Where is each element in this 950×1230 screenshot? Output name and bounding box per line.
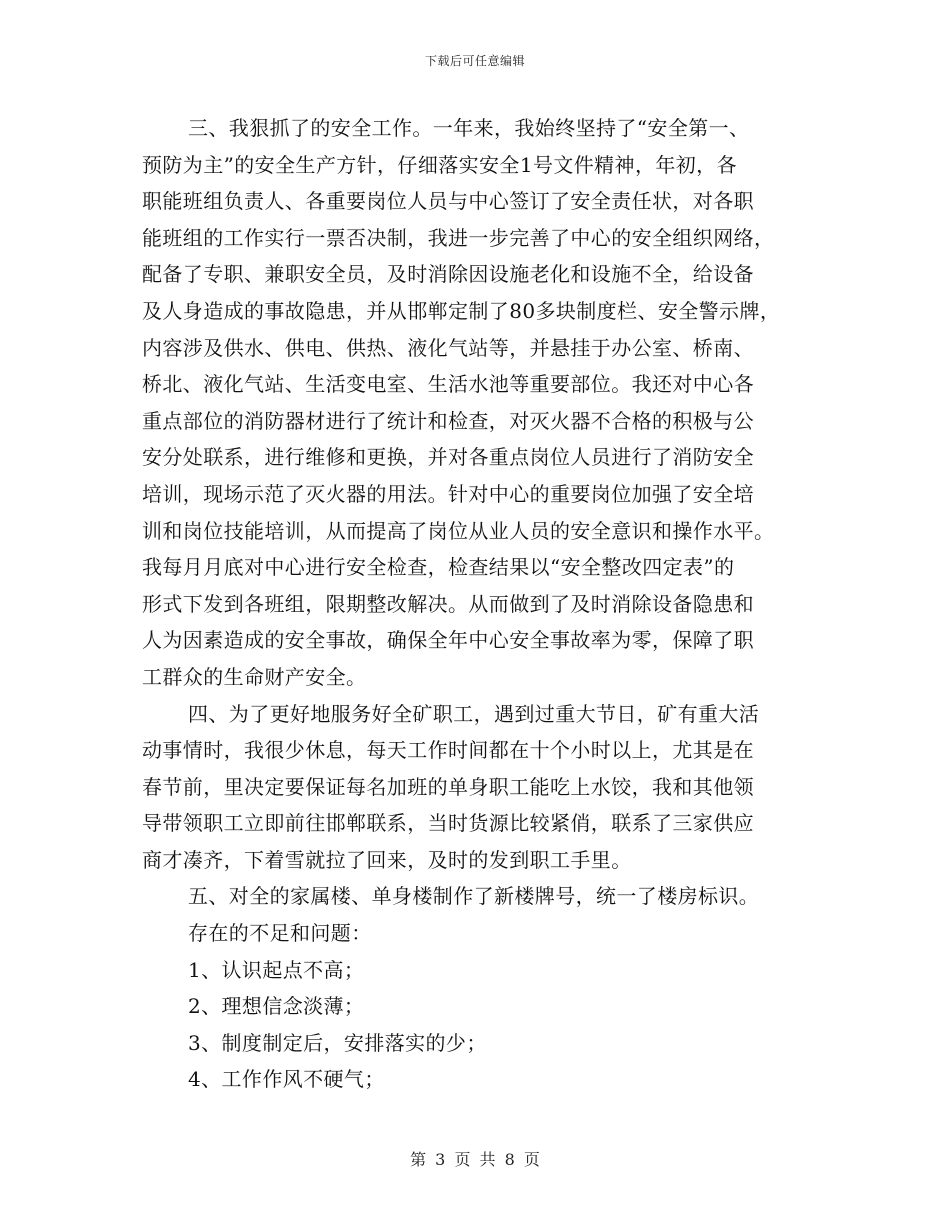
text-line: 桥北、液化气站、生活变电室、生活水池等重要部位。我还对中心各 — [142, 372, 754, 397]
text-line: 安分处联系，进行维修和更换，并对各重点岗位人员进行了消防安全 — [142, 445, 754, 470]
text-line: 重点部位的消防器材进行了统计和检查，对灭火器不合格的积极与公 — [142, 408, 754, 433]
text-line: 存在的不足和问题： — [188, 921, 372, 946]
document-body — [142, 110, 822, 1098]
text-line: 商才凑齐，下着雪就拉了回来，及时的发到职工手里。 — [142, 847, 632, 872]
text-line: 我每月月底对中心进行安全检查，检查结果以“安全整改四定表”的 — [142, 555, 735, 580]
list-item: 2、理想信念淡薄； — [188, 994, 365, 1019]
text-line: 配备了专职、兼职安全员，及时消除因设施老化和设施不全，给设备 — [142, 262, 754, 287]
text-line: 四、为了更好地服务好全矿职工，遇到过重大节日，矿有重大活 — [188, 701, 760, 726]
text-line: 动事情时，我很少休息，每天工作时间都在十个小时以上，尤其是在 — [142, 738, 754, 763]
page-header: 下载后可任意编辑 — [424, 54, 525, 68]
text-line: 五、对全的家属楼、单身楼制作了新楼牌号，统一了楼房标识。 — [188, 884, 760, 909]
page-footer: 第 3 页 共 8 页 — [410, 1150, 540, 1169]
text-line: 职能班组负责人、各重要岗位人员与中心签订了安全责任状，对各职 — [142, 189, 754, 214]
text-line: 导带领职工立即前往邯郸联系，当时货源比较紧俏，联系了三家供应 — [142, 811, 754, 836]
list-item: 3、制度制定后，安排落实的少； — [188, 1030, 487, 1055]
text-line: 工群众的生命财产安全。 — [142, 664, 367, 689]
text-line: 形式下发到各班组，限期整改解决。从而做到了及时消除设备隐患和 — [142, 591, 754, 616]
list-item: 4、工作作风不硬气； — [188, 1067, 385, 1092]
text-line: 预防为主”的安全生产方针，仔细落实安全1号文件精神，年初，各 — [142, 152, 737, 177]
text-line: 能班组的工作实行一票否决制，我进一步完善了中心的安全组织网络， — [142, 225, 775, 250]
list-item: 1、认识起点不高； — [188, 957, 365, 982]
text-line: 三、我狠抓了的安全工作。一年来，我始终坚持了“安全第一、 — [188, 116, 750, 140]
text-line: 春节前，里决定要保证每名加班的单身职工能吃上水饺，我和其他领 — [142, 774, 754, 799]
text-line: 人为因素造成的安全事故，确保全年中心安全事故率为零，保障了职 — [142, 628, 754, 653]
text-line: 培训，现场示范了灭火器的用法。针对中心的重要岗位加强了安全培 — [142, 481, 754, 506]
text-line: 训和岗位技能培训，从而提高了岗位从业人员的安全意识和操作水平。 — [142, 518, 775, 543]
text-line: 内容涉及供水、供电、供热、液化气站等，并悬挂于办公室、桥南、 — [142, 335, 754, 360]
text-line: 及人身造成的事故隐患，并从邯郸定制了80多块制度栏、安全警示牌， — [142, 298, 781, 323]
